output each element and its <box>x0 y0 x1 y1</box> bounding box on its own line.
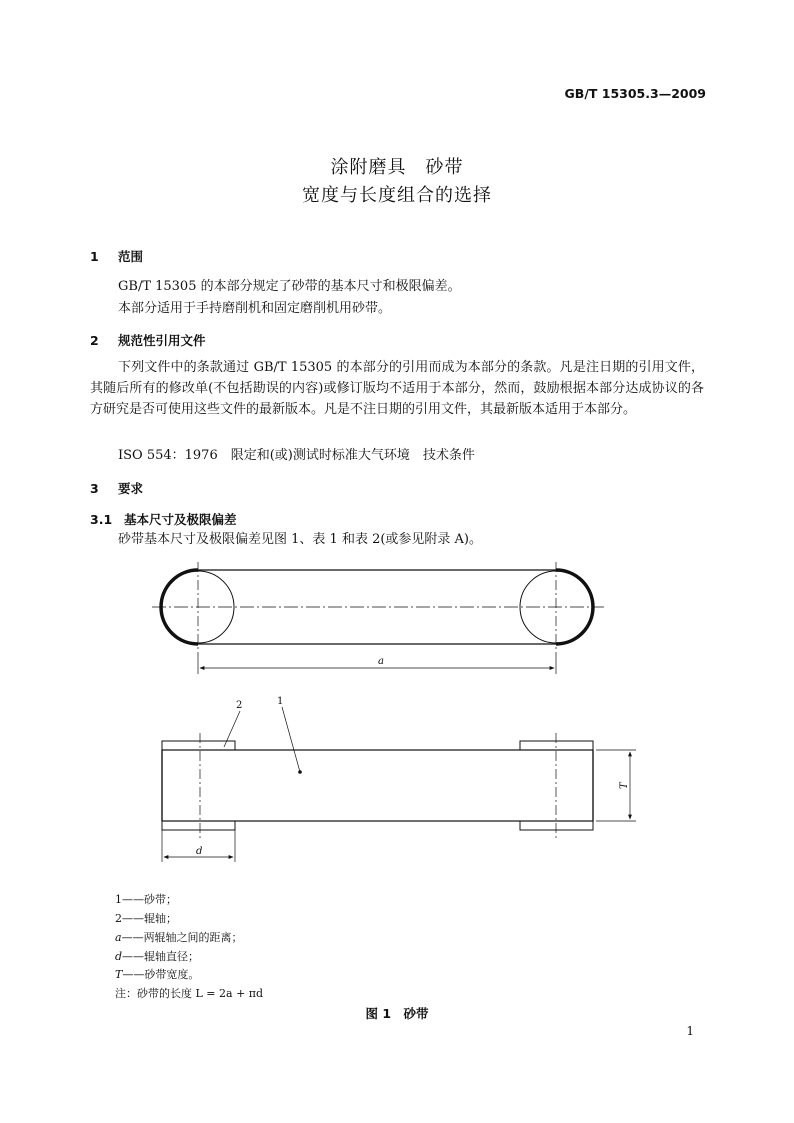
legend-item <box>115 948 199 964</box>
dimension-t-label: T <box>619 782 630 789</box>
legend-key: d <box>115 950 123 963</box>
dimension-d-label: d <box>196 846 203 857</box>
figure-caption: 图 1 砂带 <box>365 1006 429 1021</box>
belt-side-view <box>162 707 636 862</box>
page-number: 1 <box>686 1024 694 1038</box>
legend-item <box>115 929 243 945</box>
legend-key: 2 <box>115 912 122 925</box>
legend-text: ——辊轴； <box>122 912 177 925</box>
section-1-paragraph-1: GB/T 15305 的本部分规定了砂带的基本尺寸和极限偏差。 <box>118 279 461 294</box>
section-title: 基本尺寸及极限偏差 <box>124 512 237 527</box>
document-title-line1: 涂附磨具 砂带 <box>330 157 464 178</box>
section-number: 3 <box>90 481 99 496</box>
section-number: 1 <box>90 249 99 264</box>
callout-1-label: 1 <box>277 696 284 707</box>
legend-text: ——砂带； <box>122 893 177 906</box>
legend-text: ——砂带宽度。 <box>122 968 200 981</box>
legend-item <box>115 891 177 907</box>
standard-number: GB/T 15305.3—2009 <box>564 86 706 101</box>
callout-2-label: 2 <box>236 700 243 711</box>
legend-key: 1 <box>115 893 122 906</box>
normative-reference: ISO 554：1976 限定和(或)测试时标准大气环境 技术条件 <box>118 448 475 463</box>
document-title-line2: 宽度与长度组合的选择 <box>302 185 492 206</box>
legend-text: ——辊轴直径； <box>122 950 200 963</box>
legend-item <box>115 910 177 926</box>
legend-item <box>115 966 199 982</box>
callout-1-dot <box>298 770 302 774</box>
section-1-paragraph-2: 本部分适用于手持磨削机和固定磨削机用砂带。 <box>118 301 392 316</box>
section-title: 范围 <box>118 249 144 264</box>
section-3-1-paragraph: 砂带基本尺寸及极限偏差见图 1、表 1 和表 2(或参见附录 A)。 <box>118 532 483 547</box>
section-2-paragraph-1: 下列文件中的条款通过 GB/T 15305 的本部分的引用而成为本部分的条款。凡是注日期的引用文件，其随后所有的修改单(不包括勘误的内容)或修订版均不适用于本部分，然而，鼓励根据本部分达成协议的各方研究是否可使用这些文件的最新版本。凡是不注日期的引用文件，其最新版本适用于本部分。 <box>90 360 704 417</box>
section-number: 2 <box>90 333 99 348</box>
section-title: 规范性引用文件 <box>118 333 206 348</box>
dimension-a-label: a <box>378 656 384 667</box>
figure-note: 注：砂带的长度 L = 2a + πd <box>115 987 264 1000</box>
legend-text: ——两辊轴之间的距离； <box>121 931 243 944</box>
legend-key: T <box>115 968 123 981</box>
legend-key: a <box>115 931 122 944</box>
section-number: 3.1 <box>90 512 113 527</box>
section-title: 要求 <box>118 481 144 496</box>
